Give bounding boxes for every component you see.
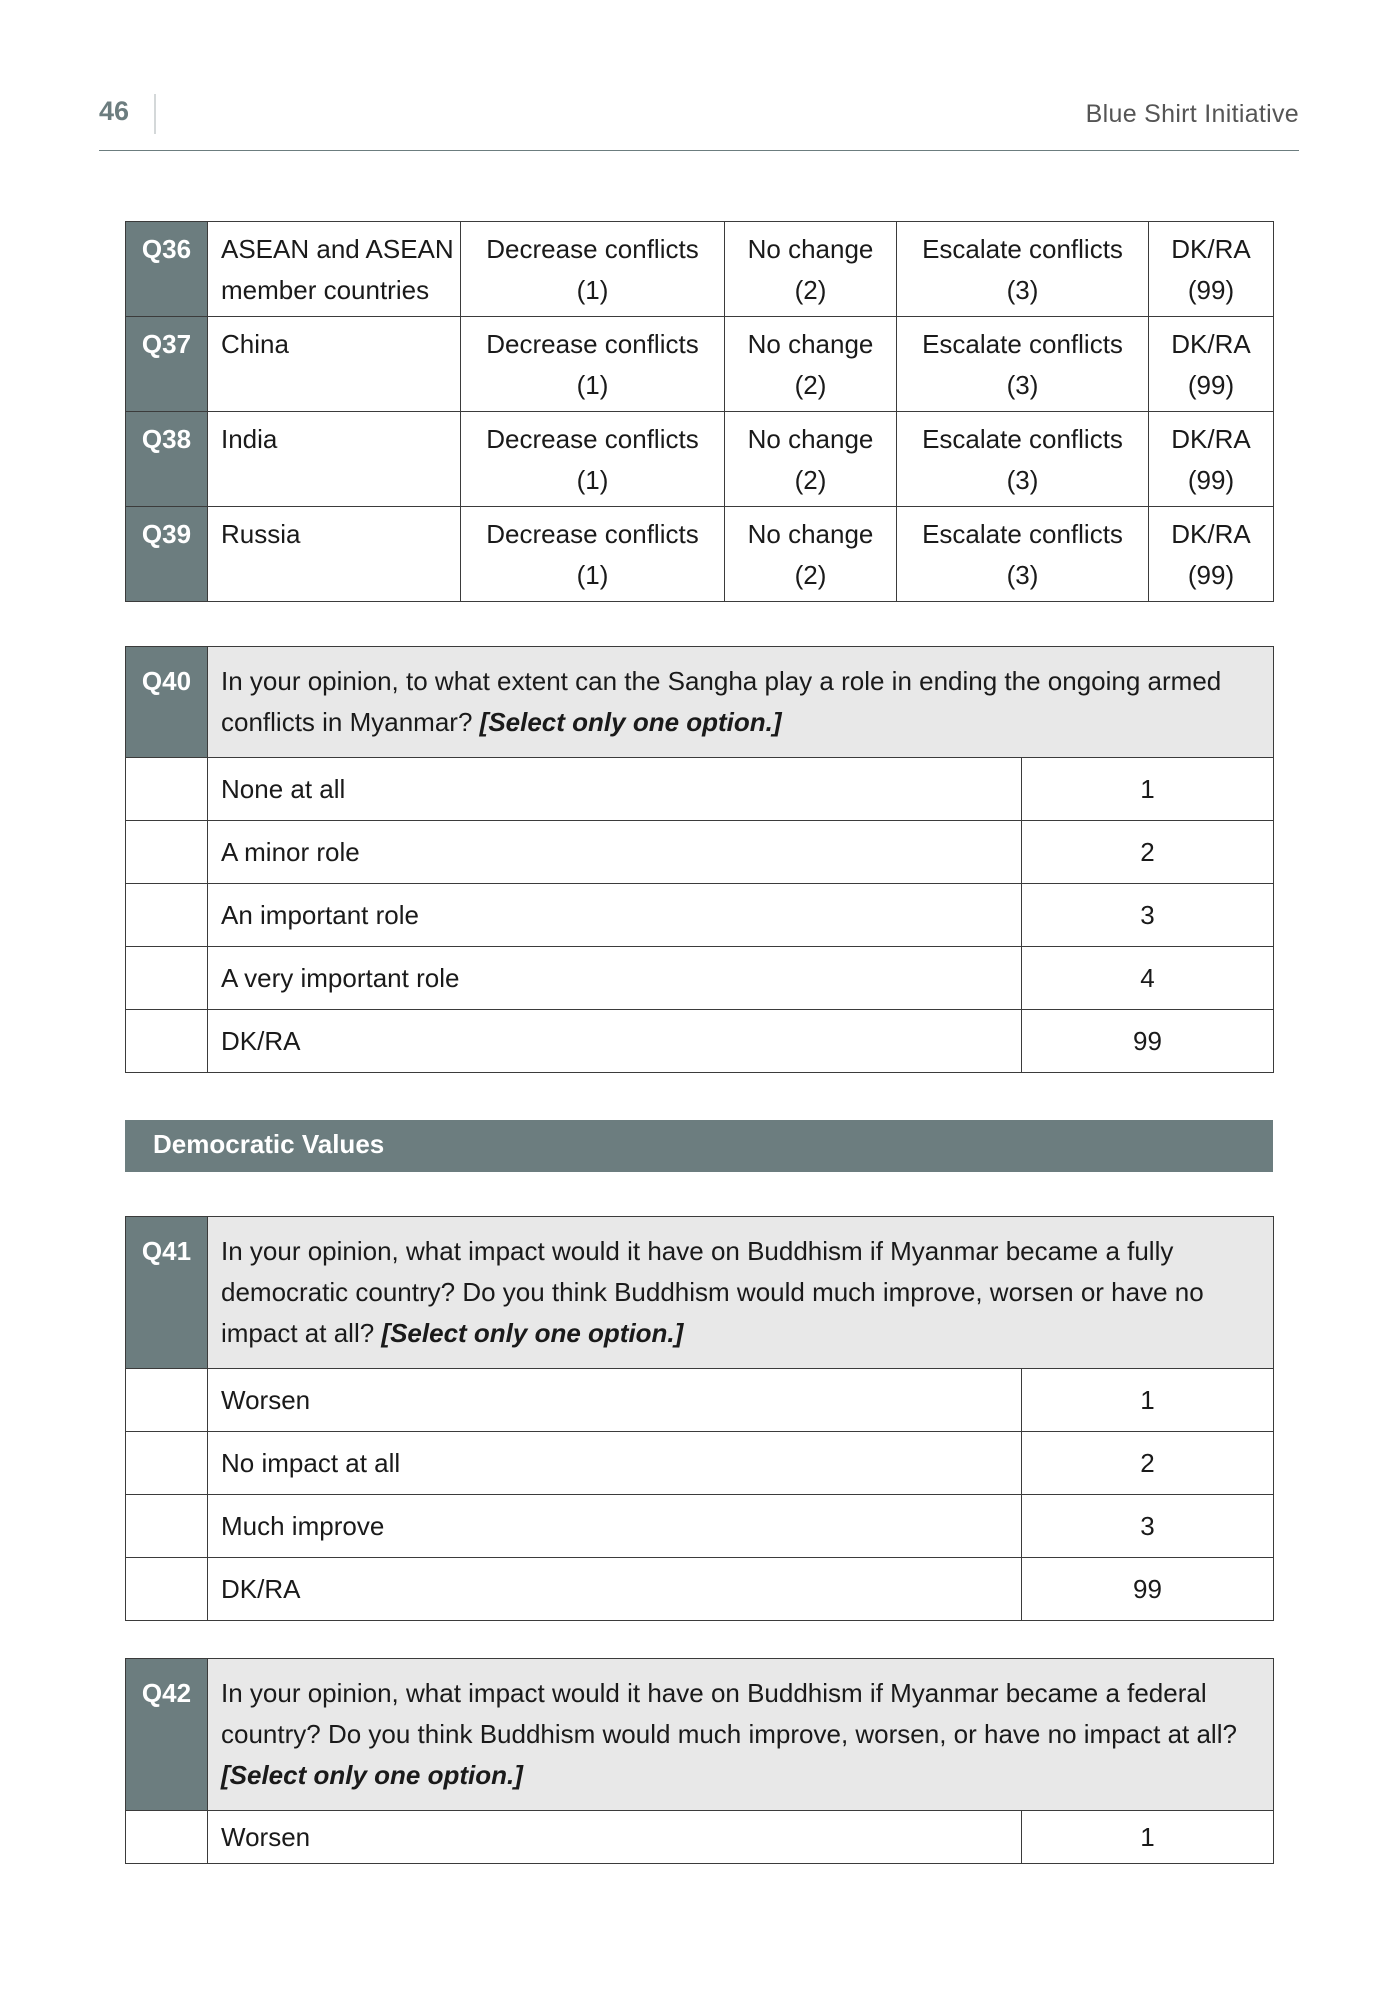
question-id: Q42 (126, 1659, 208, 1811)
option-cell[interactable] (725, 507, 897, 602)
option-cell[interactable] (1149, 412, 1274, 507)
option-label: No impact at all (208, 1432, 1022, 1495)
empty-cell (126, 884, 208, 947)
empty-cell (126, 947, 208, 1010)
question-id: Q39 (126, 507, 208, 602)
option-label: DK/RA (208, 1558, 1022, 1621)
question-text: In your opinion, what impact would it have on Buddhism if Myanmar became a federal country? Do you think Buddhism would much improve, worsen, or have no impact at all? (221, 1678, 1237, 1749)
option-code: (1) (576, 560, 609, 590)
q40-table (125, 646, 1274, 1073)
empty-cell (126, 1495, 208, 1558)
option-code: (3) (1006, 465, 1039, 495)
question-text-cell (208, 647, 1274, 758)
option-code: 4 (1022, 947, 1274, 1010)
option-code: 3 (1022, 1495, 1274, 1558)
empty-cell (126, 758, 208, 821)
option-text: No change (747, 519, 874, 549)
option-row[interactable] (126, 884, 1274, 947)
question-id: Q41 (126, 1217, 208, 1369)
option-label: DK/RA (208, 1010, 1022, 1073)
question-row (126, 1659, 1274, 1811)
option-text: No change (747, 234, 874, 264)
option-code: 3 (1022, 884, 1274, 947)
empty-cell (126, 1369, 208, 1432)
table-row (126, 222, 1274, 317)
option-cell[interactable] (725, 222, 897, 317)
option-text: Decrease conflicts (486, 234, 699, 264)
question-row (126, 647, 1274, 758)
question-instruction: [Select only one option.] (479, 707, 782, 737)
question-instruction: [Select only one option.] (381, 1318, 684, 1348)
table-row (126, 317, 1274, 412)
option-code: 2 (1022, 821, 1274, 884)
question-id: Q37 (126, 317, 208, 412)
option-code: 2 (1022, 1432, 1274, 1495)
table-row (126, 412, 1274, 507)
option-row[interactable] (126, 1010, 1274, 1073)
option-cell[interactable] (897, 412, 1149, 507)
option-label: Worsen (208, 1369, 1022, 1432)
option-text: Decrease conflicts (486, 424, 699, 454)
option-row[interactable] (126, 821, 1274, 884)
question-id: Q36 (126, 222, 208, 317)
option-row[interactable] (126, 1811, 1274, 1864)
option-code: 1 (1022, 1369, 1274, 1432)
option-row[interactable] (126, 1369, 1274, 1432)
option-row[interactable] (126, 1495, 1274, 1558)
q41-table (125, 1216, 1274, 1621)
row-label: Russia (208, 507, 461, 602)
empty-cell (126, 1558, 208, 1621)
table-row (126, 507, 1274, 602)
empty-cell (126, 1432, 208, 1495)
option-text: DK/RA (1171, 519, 1251, 549)
option-code: 99 (1022, 1010, 1274, 1073)
row-label: India (208, 412, 461, 507)
option-cell[interactable] (461, 222, 725, 317)
question-id: Q40 (126, 647, 208, 758)
option-text: DK/RA (1171, 424, 1251, 454)
option-text: Escalate conflicts (922, 329, 1123, 359)
question-id: Q38 (126, 412, 208, 507)
option-cell[interactable] (725, 317, 897, 412)
option-text: Escalate conflicts (922, 234, 1123, 264)
option-label: An important role (208, 884, 1022, 947)
option-label: Much improve (208, 1495, 1022, 1558)
option-code: (2) (794, 370, 827, 400)
question-row (126, 1217, 1274, 1369)
option-code: (1) (576, 370, 609, 400)
question-text-cell (208, 1217, 1274, 1369)
option-code: 99 (1022, 1558, 1274, 1621)
row-label: China (208, 317, 461, 412)
option-row[interactable] (126, 758, 1274, 821)
option-cell[interactable] (461, 412, 725, 507)
option-label: A very important role (208, 947, 1022, 1010)
document-title: Blue Shirt Initiative (1085, 100, 1299, 128)
option-code: (99) (1187, 465, 1235, 495)
option-cell[interactable] (897, 507, 1149, 602)
option-label: A minor role (208, 821, 1022, 884)
question-text: In your opinion, what impact would it have on Buddhism if Myanmar became a fully democratic country? Do you think Buddhism would much improve, worsen or have no impact at all? (221, 1236, 1204, 1348)
option-row[interactable] (126, 1558, 1274, 1621)
option-code: (99) (1187, 370, 1235, 400)
option-code: (2) (794, 465, 827, 495)
option-cell[interactable] (1149, 222, 1274, 317)
row-label: ASEAN and ASEAN member countries (208, 222, 461, 317)
option-text: DK/RA (1171, 234, 1251, 264)
empty-cell (126, 821, 208, 884)
option-code: (1) (576, 275, 609, 305)
option-cell[interactable] (897, 317, 1149, 412)
option-text: Escalate conflicts (922, 519, 1123, 549)
option-cell[interactable] (1149, 507, 1274, 602)
option-code: (3) (1006, 370, 1039, 400)
header-divider (154, 94, 156, 134)
option-row[interactable] (126, 947, 1274, 1010)
option-text: Decrease conflicts (486, 519, 699, 549)
option-text: DK/RA (1171, 329, 1251, 359)
option-code: (2) (794, 275, 827, 305)
page-number: 46 (99, 96, 130, 126)
option-text: Decrease conflicts (486, 329, 699, 359)
question-instruction: [Select only one option.] (221, 1760, 523, 1790)
option-text: No change (747, 329, 874, 359)
section-header (125, 1120, 1273, 1172)
option-code: (99) (1187, 275, 1235, 305)
option-text: Escalate conflicts (922, 424, 1123, 454)
option-cell[interactable] (897, 222, 1149, 317)
option-cell[interactable] (461, 507, 725, 602)
option-code: 1 (1022, 758, 1274, 821)
option-cell[interactable] (1149, 317, 1274, 412)
option-code: (2) (794, 560, 827, 590)
question-text-cell (208, 1659, 1274, 1811)
option-label: None at all (208, 758, 1022, 821)
option-code: (99) (1187, 560, 1235, 590)
page-header (99, 90, 1299, 151)
section-title: Democratic Values (153, 1129, 385, 1159)
option-label: Worsen (208, 1811, 1022, 1864)
option-text: No change (747, 424, 874, 454)
empty-cell (126, 1010, 208, 1073)
option-cell[interactable] (461, 317, 725, 412)
option-code: (3) (1006, 275, 1039, 305)
option-cell[interactable] (725, 412, 897, 507)
question-text: In your opinion, to what extent can the Sangha play a role in ending the ongoing armed conflicts in Myanmar? (221, 666, 1222, 737)
q36-q39-table (125, 221, 1274, 602)
option-code: (1) (576, 465, 609, 495)
option-code: 1 (1022, 1811, 1274, 1864)
option-row[interactable] (126, 1432, 1274, 1495)
empty-cell (126, 1811, 208, 1864)
q42-table (125, 1658, 1274, 1864)
option-code: (3) (1006, 560, 1039, 590)
